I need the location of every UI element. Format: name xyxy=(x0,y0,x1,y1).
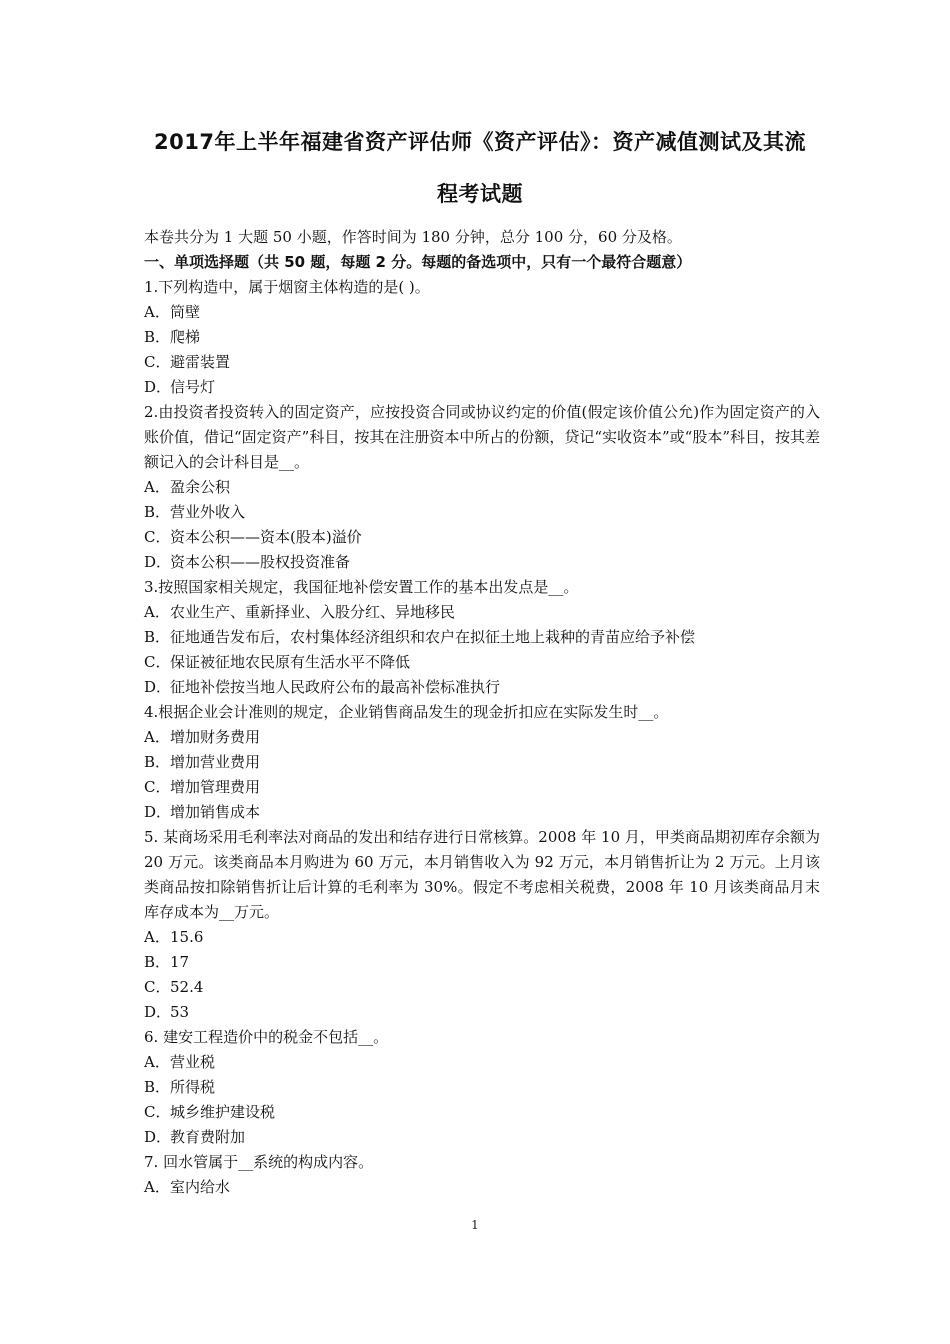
option-d xyxy=(144,1000,820,1025)
option-text: 53 xyxy=(170,1003,190,1021)
question-stem: 1.下列构造中，属于烟窗主体构造的是( )。 xyxy=(144,278,430,296)
option-b xyxy=(144,500,820,525)
option-letter: A． xyxy=(144,728,170,746)
question-stem: 6. 建安工程造价中的税金不包括__。 xyxy=(144,1028,389,1046)
option-c xyxy=(144,975,820,1000)
option-text: 室内给水 xyxy=(170,1178,231,1196)
option-text: 城乡维护建设税 xyxy=(170,1103,276,1121)
option-d xyxy=(144,800,820,825)
question-stem: 2.由投资者投资转入的固定资产，应按投资合同或协议约定的价值(假定该价值公允)作为固定资产的入账价值，借记“固定资产”科目，按其在注册资本中所占的份额，贷记“实收资本”或“股本”科目，按其差额记入的会计科目是__。 xyxy=(144,403,821,471)
option-text: 盈余公积 xyxy=(170,478,231,496)
question-stem: 3.按照国家相关规定，我国征地补偿安置工作的基本出发点是__。 xyxy=(144,578,579,596)
option-c xyxy=(144,650,820,675)
option-letter: B． xyxy=(144,953,171,971)
question-stem: 5. 某商场采用毛利率法对商品的发出和结存进行日常核算。2008 年 10 月，甲类商品期初库存余额为 20 万元。该类商品本月购进为 60 万元，本月销售收入为 92 万元，本月销售折让为 2 万元。上月该类商品按扣除销售折让后计算的毛利率为 30%。假定不考虑相关税费，2008 年 10 月该类商品月末库存成本为__万元。 xyxy=(144,828,820,921)
option-a xyxy=(144,475,820,500)
option-a xyxy=(144,300,820,325)
option-text: 增加营业费用 xyxy=(170,753,261,771)
option-text: 营业税 xyxy=(170,1053,216,1071)
option-text: 营业外收入 xyxy=(170,503,246,521)
option-letter: A． xyxy=(144,303,170,321)
option-letter: D． xyxy=(144,553,172,571)
option-letter: B． xyxy=(144,628,171,646)
option-a xyxy=(144,1175,820,1200)
option-c xyxy=(144,1100,820,1125)
question-2 xyxy=(144,400,820,575)
option-text: 所得税 xyxy=(170,1078,216,1096)
page-number: 1 xyxy=(471,1218,479,1232)
document-title-line-2: 程考试题 xyxy=(437,182,523,206)
option-text: 资本公积——股权投资准备 xyxy=(170,553,351,571)
option-b xyxy=(144,625,820,650)
option-letter: B． xyxy=(144,503,171,521)
question-7 xyxy=(144,1150,820,1200)
option-letter: B． xyxy=(144,1078,171,1096)
option-a xyxy=(144,600,820,625)
option-text: 避雷装置 xyxy=(170,353,231,371)
option-letter: C． xyxy=(144,353,171,371)
option-c xyxy=(144,775,820,800)
option-text: 增加管理费用 xyxy=(170,778,261,796)
document-title-line-1: 2017年上半年福建省资产评估师《资产评估》：资产减值测试及其流 xyxy=(154,130,806,154)
option-letter: C． xyxy=(144,978,171,996)
section-heading: 一、单项选择题（共 50 题，每题 2 分。每题的备选项中，只有一个最符合题意） xyxy=(144,253,692,271)
option-b xyxy=(144,750,820,775)
document-body xyxy=(144,225,820,1200)
option-letter: A． xyxy=(144,1053,170,1071)
option-letter: C． xyxy=(144,653,171,671)
question-4 xyxy=(144,700,820,825)
option-letter: B． xyxy=(144,328,171,346)
option-letter: C． xyxy=(144,528,171,546)
option-text: 15.6 xyxy=(170,928,204,946)
option-d xyxy=(144,375,820,400)
option-text: 农业生产、重新择业、入股分红、异地移民 xyxy=(170,603,456,621)
option-letter: D． xyxy=(144,378,172,396)
question-3 xyxy=(144,575,820,700)
option-text: 17 xyxy=(170,953,190,971)
option-d xyxy=(144,1125,820,1150)
option-text: 资本公积——资本(股本)溢价 xyxy=(170,528,362,546)
question-stem: 4.根据企业会计准则的规定，企业销售商品发生的现金折扣应在实际发生时__。 xyxy=(144,703,669,721)
option-text: 增加销售成本 xyxy=(170,803,261,821)
option-text: 征地通告发布后，农村集体经济组织和农户在拟征土地上栽种的青苗应给予补偿 xyxy=(170,628,696,646)
option-d xyxy=(144,550,820,575)
question-stem: 7. 回水管属于__系统的构成内容。 xyxy=(144,1153,374,1171)
option-letter: D． xyxy=(144,1003,172,1021)
exam-intro: 本卷共分为 1 大题 50 小题，作答时间为 180 分钟，总分 100 分，60 分及格。 xyxy=(144,228,682,246)
question-1 xyxy=(144,275,820,400)
option-letter: D． xyxy=(144,678,172,696)
option-letter: A． xyxy=(144,603,170,621)
option-letter: A． xyxy=(144,1178,170,1196)
option-letter: D． xyxy=(144,1128,172,1146)
option-letter: C． xyxy=(144,778,171,796)
option-letter: B． xyxy=(144,753,171,771)
option-c xyxy=(144,350,820,375)
option-a xyxy=(144,1050,820,1075)
option-text: 教育费附加 xyxy=(170,1128,246,1146)
option-letter: D． xyxy=(144,803,172,821)
option-text: 征地补偿按当地人民政府公布的最高补偿标准执行 xyxy=(170,678,501,696)
option-text: 52.4 xyxy=(170,978,204,996)
option-text: 筒壁 xyxy=(170,303,201,321)
option-letter: C． xyxy=(144,1103,171,1121)
option-text: 信号灯 xyxy=(170,378,216,396)
option-c xyxy=(144,525,820,550)
option-text: 增加财务费用 xyxy=(170,728,261,746)
option-letter: A． xyxy=(144,478,170,496)
option-a xyxy=(144,925,820,950)
option-b xyxy=(144,325,820,350)
option-text: 保证被征地农民原有生活水平不降低 xyxy=(170,653,411,671)
option-letter: A． xyxy=(144,928,170,946)
option-b xyxy=(144,1075,820,1100)
question-6 xyxy=(144,1025,820,1150)
option-text: 爬梯 xyxy=(170,328,201,346)
option-d xyxy=(144,675,820,700)
question-5 xyxy=(144,825,820,1025)
option-a xyxy=(144,725,820,750)
option-b xyxy=(144,950,820,975)
